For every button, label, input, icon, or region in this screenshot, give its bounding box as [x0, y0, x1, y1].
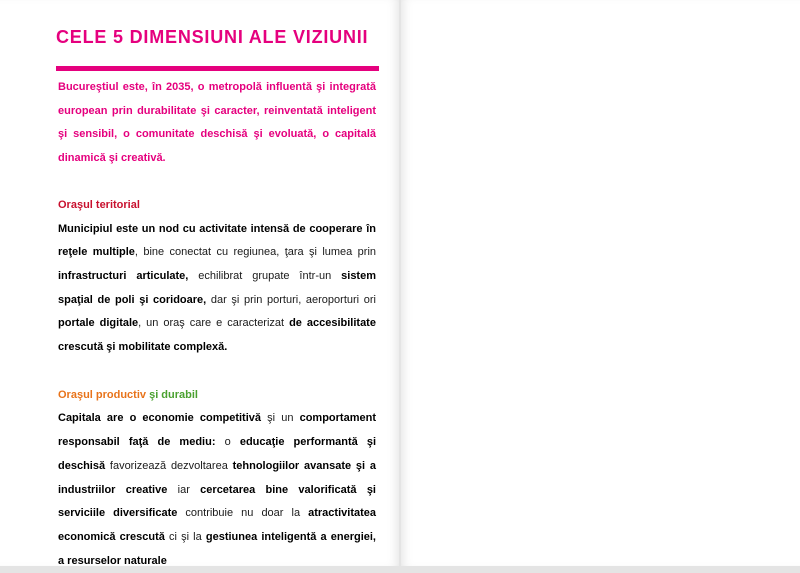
heading-territorial: Oraşul teritorial: [58, 198, 140, 211]
title-underline: [56, 66, 379, 71]
territorial-paragraph: Municipiul este un nod cu activitate intensă de cooperare în reţele multiple, bine conectat cu regiunea, ţara şi lumea prin infrastructuri articulate, echilibrat grupate într-un sistem spaţial de poli şi coridoare, dar şi prin porturi, aeroporturi ori portale digitale, un oraş care e caracterizat de accesibilitate crescută şi mobilitate complexă.: [58, 222, 377, 354]
heading-productive: Oraşul productiv şi durabil: [58, 388, 198, 401]
vision-intro: Bucureştiul este, în 2035, o metropolă influentă şi integrată european prin durabilitate şi caracter, reinventată inteligent şi sensibil, o comunitate deschisă şi evoluată, o capitală dinamică şi creativă.: [58, 81, 376, 165]
spacer: [58, 171, 376, 194]
right-page: [401, 0, 800, 566]
page-title: CELE 5 DIMENSIUNI ALE VIZIUNII: [56, 27, 369, 47]
spacer: [58, 360, 376, 384]
left-page: [0, 0, 399, 566]
productive-paragraph: Capitala are o economie competitivă şi un comportament responsabil faţă de mediu: o educaţie performantă şi deschisă favorizează dezvoltarea tehnologiilor avansate şi a industriilor creative iar cercetarea bine valorificată şi serviciile diversificate contribuie nu doar la atractivitatea economică crescută ci şi la gestiunea inteligentă a energiei, a resurselor naturale: [58, 412, 377, 567]
left-column: [58, 76, 376, 573]
